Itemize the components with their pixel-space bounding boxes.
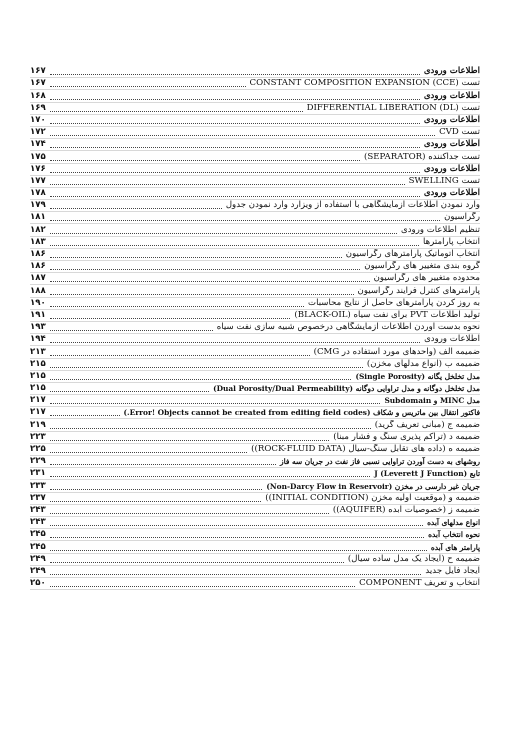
dot-leader bbox=[50, 439, 329, 441]
toc-entry-page: ۱۶۹ bbox=[30, 102, 46, 113]
toc-entry bbox=[30, 151, 480, 163]
toc-entry bbox=[30, 66, 480, 78]
toc-entry-page: ۱۹۱ bbox=[30, 309, 46, 320]
toc-entry bbox=[30, 285, 480, 297]
toc-entry bbox=[30, 407, 480, 419]
toc-entry-page: ۲۴۳ bbox=[30, 504, 46, 515]
toc-entry bbox=[30, 468, 480, 480]
toc-entry bbox=[30, 395, 480, 407]
toc-entry bbox=[30, 554, 480, 566]
toc-entry bbox=[30, 493, 480, 505]
toc-entry-page: ۱۷۵ bbox=[30, 151, 46, 162]
toc-entry-title: تابع J (Leverett J Function) bbox=[374, 469, 480, 479]
dot-leader bbox=[50, 390, 209, 392]
toc-entry-title: اطلاعات ورودی bbox=[424, 334, 480, 345]
toc-entry-title: انتخاب و تعریف COMPONENT bbox=[359, 578, 480, 589]
toc-entry-title: پارامترهای کنترل فرآیند رگراسیون bbox=[357, 285, 480, 296]
toc-entry-page: ۱۸۶ bbox=[30, 249, 46, 259]
toc-entry-title: تست SWELLING bbox=[408, 175, 480, 186]
toc-entry-title: اطلاعات ورودی bbox=[423, 90, 480, 101]
toc-entry bbox=[30, 310, 480, 322]
toc-entry-title: اطلاعات ورودی bbox=[423, 188, 480, 199]
toc-entry-title: اطلاعات ورودی bbox=[423, 114, 480, 125]
toc-entry bbox=[30, 200, 480, 212]
toc-entry-title: انتخاب اتوماتیک پارامترهای رگراسیون bbox=[345, 249, 480, 259]
table-of-contents bbox=[30, 66, 480, 590]
toc-entry bbox=[30, 419, 480, 431]
toc-entry-title: مدل تخلخل دوگانه و مدل تراوایی دوگانه (Dual Porosity/Dual Permeability) bbox=[213, 384, 480, 394]
toc-entry bbox=[30, 517, 480, 529]
toc-entry-title: تست (DIFFERENTIAL LIBERATION (DL bbox=[306, 102, 480, 113]
toc-entry-page: ۱۶۷ bbox=[30, 66, 46, 77]
toc-entry-title: نحوه بدست آوردن اطلاعات آزمایشگاهی درخصوص شبیه سازی نفت سیاه bbox=[216, 322, 480, 333]
toc-entry bbox=[30, 456, 480, 468]
toc-entry-page: ۱۹۰ bbox=[30, 297, 46, 308]
toc-entry-title: تنظیم اطلاعات ورودی bbox=[400, 224, 480, 235]
toc-entry-page: ۱۸۲ bbox=[30, 224, 46, 235]
toc-entry bbox=[30, 566, 480, 578]
dot-leader bbox=[50, 207, 222, 209]
toc-entry-title: به روز کردن پارامترهای حاصل از نتایج محاسبات bbox=[308, 297, 480, 308]
toc-entry bbox=[30, 273, 480, 285]
toc-entry-title: محدوده متغییر های رگراسیون bbox=[373, 273, 480, 284]
toc-entry-page: ۲۴۳ bbox=[30, 517, 46, 528]
toc-entry-title: وارد نمودن اطلاعات آزمایشگاهی با استفاده از ویزارد وارد نمودن جدول bbox=[225, 200, 480, 211]
toc-entry-title: تست (CONSTANT COMPOSITION EXPANSION (CCE bbox=[249, 78, 480, 89]
dot-leader bbox=[50, 73, 420, 75]
toc-entry-title: ضمیمه ه (داده های تقابل سنگ-سیال (ROCK-FLUID DATA)) bbox=[251, 444, 480, 454]
toc-entry-title: نحوه انتخاب آبده bbox=[428, 530, 480, 540]
toc-entry-title: مدل تخلخل یگانه (Single Porosity) bbox=[355, 371, 480, 381]
dot-leader bbox=[50, 402, 380, 404]
toc-entry bbox=[30, 164, 480, 176]
toc-entry-title: ضمیمه ج (مبانی تعریف گرید) bbox=[374, 419, 480, 430]
toc-entry-page: ۱۷۲ bbox=[30, 127, 46, 138]
toc-entry-title: انواع مدلهای آبده bbox=[427, 518, 480, 528]
toc-entry-title: اطلاعات ورودی bbox=[423, 66, 480, 77]
dot-leader bbox=[50, 488, 262, 490]
dot-leader bbox=[50, 244, 419, 246]
dot-leader bbox=[50, 85, 246, 87]
toc-entry-page: ۲۴۹ bbox=[30, 565, 46, 576]
toc-entry bbox=[30, 176, 480, 188]
toc-entry bbox=[30, 237, 480, 249]
toc-entry-page: ۲۴۵ bbox=[30, 541, 46, 552]
toc-entry bbox=[30, 261, 480, 273]
toc-entry-title: ضمیمه الف (واحدهای مورد استفاده در CMG) bbox=[313, 346, 480, 357]
dot-leader bbox=[50, 536, 424, 538]
toc-entry bbox=[30, 578, 480, 590]
toc-entry-page: ۱۸۸ bbox=[30, 285, 46, 296]
toc-entry bbox=[30, 359, 480, 371]
toc-entry-title: ضمیمه ز (خصوصیات آبده (AQUIFER)) bbox=[332, 504, 480, 515]
toc-entry-title: رگراسیون bbox=[444, 212, 480, 223]
toc-entry-page: ۲۵۰ bbox=[30, 578, 46, 589]
dot-leader bbox=[50, 317, 290, 319]
toc-entry bbox=[30, 115, 480, 127]
toc-entry-page: ۲۲۳ bbox=[30, 431, 46, 442]
dot-leader bbox=[50, 329, 213, 331]
toc-entry-page: ۲۱۵ bbox=[30, 383, 46, 394]
toc-entry bbox=[30, 529, 480, 541]
dot-leader bbox=[50, 280, 370, 282]
toc-entry-page: ۱۶۷ bbox=[30, 78, 46, 89]
toc-entry-page: ۱۷۹ bbox=[30, 200, 46, 211]
toc-entry bbox=[30, 298, 480, 310]
toc-entry bbox=[30, 90, 480, 102]
toc-entry-page: ۱۹۴ bbox=[30, 334, 46, 345]
toc-entry bbox=[30, 432, 480, 444]
toc-entry bbox=[30, 383, 480, 395]
dot-leader bbox=[50, 98, 420, 100]
dot-leader bbox=[50, 378, 351, 380]
toc-entry-page: ۲۱۷ bbox=[30, 407, 46, 418]
toc-entry-title: روشهای به دست آوردن تراوایی نسبی فاز نفت در جریان سه فاز bbox=[280, 457, 480, 467]
toc-entry-title: فاکتور انتقال بین ماتریس و شکاف (Error! Objects cannot be created from editing field codes.) bbox=[123, 408, 480, 418]
toc-entry-page: ۱۸۱ bbox=[30, 212, 46, 223]
toc-entry-page: ۲۳۳ bbox=[30, 480, 46, 491]
toc-entry-title: ضمیمه ب (انواع مدلهای مخزن) bbox=[366, 358, 480, 369]
toc-entry bbox=[30, 346, 480, 358]
dot-leader bbox=[50, 524, 423, 526]
toc-entry-page: ۲۴۵ bbox=[30, 529, 46, 540]
dot-leader bbox=[50, 268, 360, 270]
toc-entry bbox=[30, 212, 480, 224]
toc-entry-title: ایجاد فایل جدید bbox=[425, 565, 480, 576]
dot-leader bbox=[50, 146, 420, 148]
dot-leader bbox=[50, 293, 354, 295]
toc-entry-page: ۱۷۰ bbox=[30, 114, 46, 125]
toc-entry-page: ۱۶۸ bbox=[30, 90, 46, 101]
toc-entry-page: ۱۷۶ bbox=[30, 163, 46, 174]
toc-entry-page: ۱۸۳ bbox=[30, 236, 46, 247]
dot-leader bbox=[50, 366, 363, 368]
dot-leader bbox=[50, 573, 421, 575]
dot-leader bbox=[50, 475, 370, 477]
dot-leader bbox=[50, 585, 355, 587]
toc-entry-page: ۲۱۳ bbox=[30, 346, 46, 357]
dot-leader bbox=[50, 159, 360, 161]
toc-entry bbox=[30, 188, 480, 200]
dot-leader bbox=[50, 256, 342, 258]
dot-leader bbox=[50, 463, 276, 465]
toc-entry-title: مدل MINC و Subdomain bbox=[384, 396, 480, 406]
dot-leader bbox=[50, 305, 304, 307]
toc-entry bbox=[30, 334, 480, 346]
toc-entry bbox=[30, 322, 480, 334]
toc-entry-title: ضمیمه و (موقعیت اولیه مخزن (INITIAL CONDITION)) bbox=[265, 492, 480, 503]
dot-leader bbox=[50, 171, 420, 173]
toc-entry-page: ۲۱۵ bbox=[30, 370, 46, 381]
toc-entry-title: انتخاب پارامترها bbox=[423, 236, 480, 247]
toc-entry bbox=[30, 480, 480, 492]
toc-entry-page: ۲۳۷ bbox=[30, 492, 46, 503]
dot-leader bbox=[50, 219, 440, 221]
toc-entry-page: ۲۴۹ bbox=[30, 553, 46, 564]
dot-leader bbox=[50, 427, 371, 429]
toc-entry-page: ۲۱۵ bbox=[30, 358, 46, 369]
toc-entry-page: ۲۱۷ bbox=[30, 395, 46, 406]
dot-leader bbox=[50, 122, 420, 124]
toc-entry-page: ۲۲۹ bbox=[30, 456, 46, 467]
dot-leader bbox=[50, 195, 420, 197]
dot-leader bbox=[50, 414, 120, 416]
toc-entry-title: اطلاعات ورودی bbox=[423, 163, 480, 174]
dot-leader bbox=[50, 512, 329, 514]
toc-entry-title: تولید اطلاعات PVT برای نفت سیاه (BLACK-OIL) bbox=[294, 309, 480, 320]
toc-entry bbox=[30, 224, 480, 236]
dot-leader bbox=[50, 354, 310, 356]
toc-entry-page: ۲۳۱ bbox=[30, 468, 46, 479]
dot-leader bbox=[50, 561, 344, 563]
toc-entry-page: ۱۸۶ bbox=[30, 261, 46, 272]
toc-entry bbox=[30, 249, 480, 261]
toc-entry bbox=[30, 371, 480, 383]
toc-entry bbox=[30, 444, 480, 456]
dot-leader bbox=[50, 232, 397, 234]
toc-entry bbox=[30, 541, 480, 553]
toc-entry-page: ۱۷۷ bbox=[30, 175, 46, 186]
toc-entry bbox=[30, 127, 480, 139]
toc-entry-title: ضمیمه د (تراکم پذیری سنگ و فشار مبنا) bbox=[333, 431, 480, 442]
dot-leader bbox=[50, 500, 261, 502]
toc-entry-page: ۱۹۳ bbox=[30, 322, 46, 333]
toc-entry-title: پارامتر های آبده bbox=[430, 542, 480, 552]
dot-leader bbox=[50, 549, 427, 551]
toc-entry-title: اطلاعات ورودی bbox=[423, 139, 480, 150]
toc-entry bbox=[30, 78, 480, 90]
toc-entry bbox=[30, 505, 480, 517]
toc-entry-title: ضمیمه ح (ایجاد یک مدل ساده سیال) bbox=[347, 553, 480, 564]
dot-leader bbox=[50, 110, 303, 112]
dot-leader bbox=[50, 451, 247, 453]
dot-leader bbox=[50, 134, 435, 136]
toc-entry-title: تست CVD bbox=[439, 127, 480, 138]
toc-entry-page: ۲۲۵ bbox=[30, 444, 46, 454]
dot-leader bbox=[50, 341, 420, 343]
toc-entry-page: ۲۱۹ bbox=[30, 419, 46, 430]
dot-leader bbox=[50, 183, 405, 185]
toc-entry-page: ۱۷۸ bbox=[30, 188, 46, 199]
toc-entry bbox=[30, 103, 480, 115]
toc-entry-page: ۱۸۷ bbox=[30, 273, 46, 284]
toc-entry-page: ۱۷۴ bbox=[30, 139, 46, 150]
toc-entry-title: گروه بندی متغییر های رگراسیون bbox=[364, 261, 480, 272]
toc-entry-title: تست جداکننده (SEPARATOR) bbox=[363, 151, 480, 162]
toc-entry-title: جریان غیر دارسی در مخزن (Non-Darcy Flow in Reservoir) bbox=[266, 481, 480, 491]
toc-entry bbox=[30, 139, 480, 151]
